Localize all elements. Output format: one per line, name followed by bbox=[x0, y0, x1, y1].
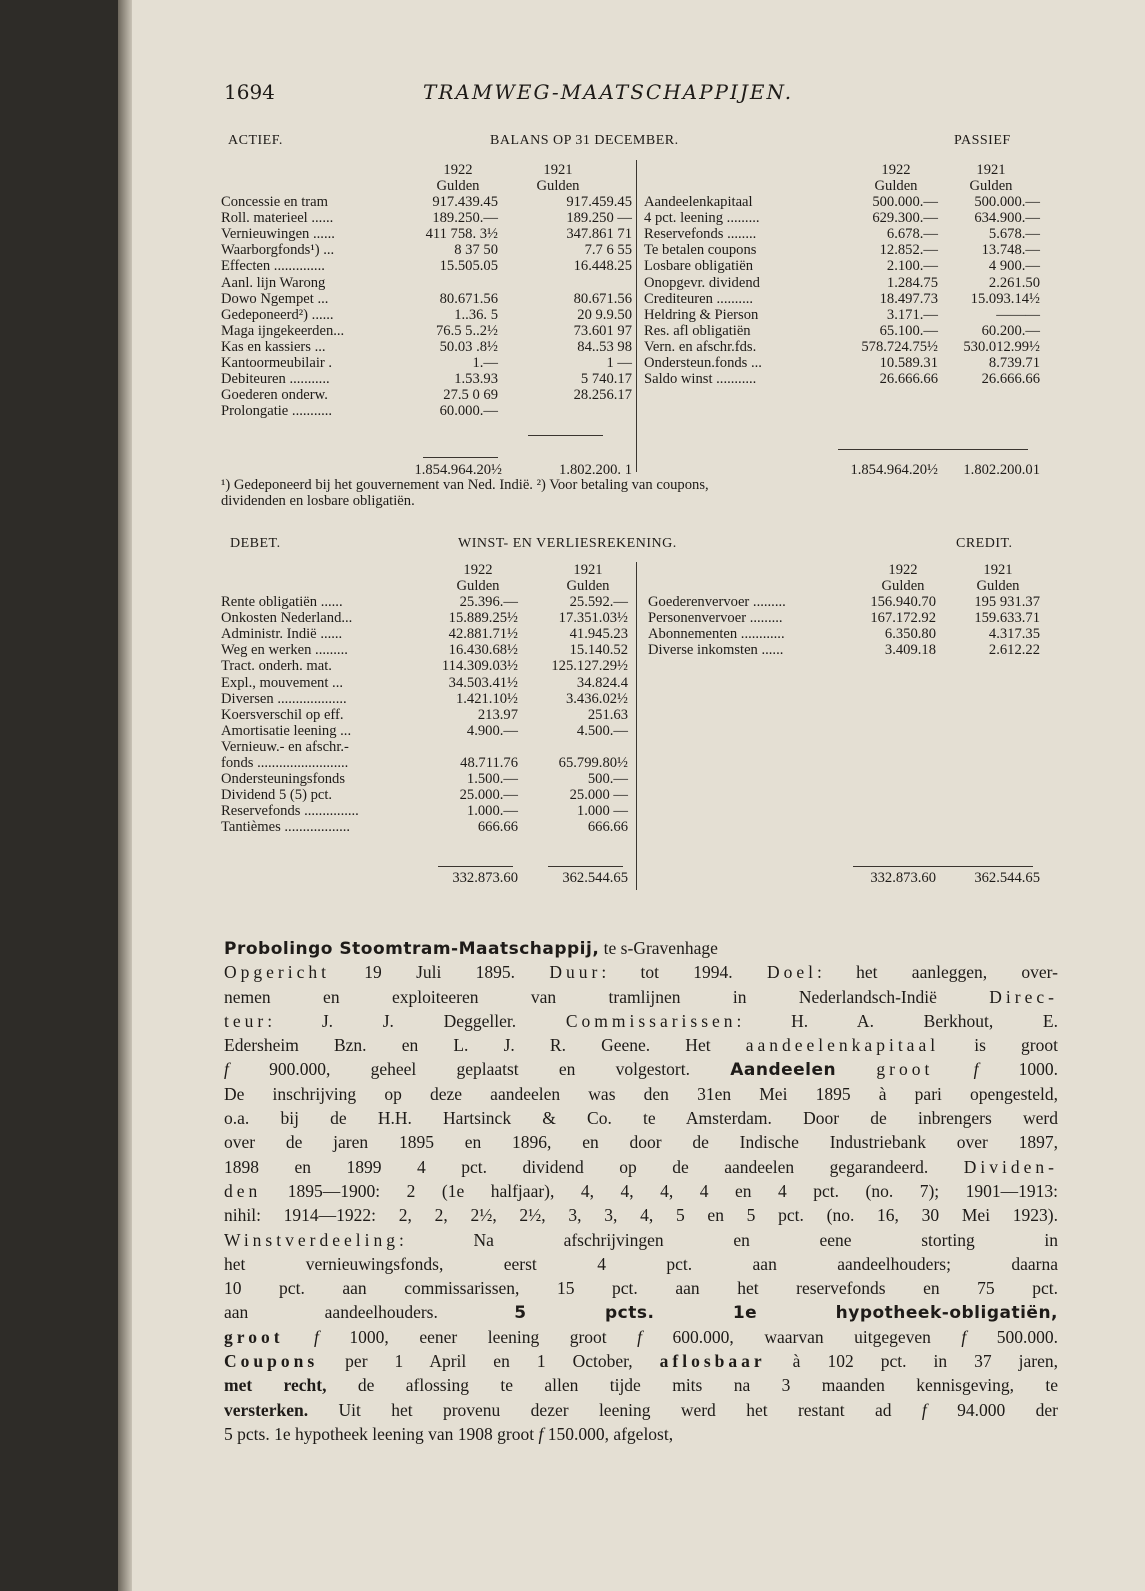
pl-debet-1922: 25.000.— bbox=[459, 787, 518, 804]
pl-debet-1921: 34.824.4 bbox=[576, 674, 628, 691]
pl-debet-label: Koersverschil op eff. bbox=[221, 706, 344, 723]
pl-credit-label: Personenvervoer ......... bbox=[648, 610, 783, 627]
page-gutter-shadow bbox=[118, 0, 132, 1591]
pl-debet-label: Amortisatie leening ... bbox=[221, 722, 352, 739]
balance-actief-1921: 917.459.45 bbox=[566, 194, 632, 210]
pl-left-year-1921: 1921 bbox=[573, 562, 603, 578]
pl-right-section-title: CREDIT. bbox=[956, 536, 1013, 551]
balance-actief-1922: 60.000.— bbox=[439, 403, 498, 420]
balance-left-rule-1922 bbox=[423, 457, 498, 458]
balance-actief-1921: 84..53 98 bbox=[577, 338, 632, 355]
balance-footnote: ¹) Gedeponeerd bij het gouvernement van Ned. Indië. ²) Voor betaling van coupons, bbox=[221, 477, 709, 493]
company-text-line: Winstverdeeling: Na afschrijvingen en eene storting in bbox=[224, 1229, 1058, 1250]
balance-actief-1921: 80.671.56 bbox=[573, 290, 632, 307]
balance-passief-label: Res. afl obligatiën bbox=[644, 322, 751, 339]
pl-credit-1922: 3.409.18 bbox=[884, 642, 936, 659]
pl-credit-1921: 159.633.71 bbox=[974, 610, 1040, 627]
pl-credit-1922: 156.940.70 bbox=[870, 594, 936, 610]
pl-debet-1922: 1.421.10½ bbox=[455, 690, 518, 707]
balance-passief-label: Reservefonds ........ bbox=[644, 226, 757, 243]
pl-debet-1921: 15.140.52 bbox=[569, 642, 628, 659]
pl-left-unit-1922: Gulden bbox=[456, 578, 500, 594]
pl-debet-label: Diversen ................... bbox=[221, 690, 347, 707]
balance-passief-1922: 3.171.— bbox=[886, 306, 938, 323]
balance-actief-1922: 411 758. 3½ bbox=[425, 226, 498, 243]
balance-actief-label: Goederen onderw. bbox=[221, 387, 328, 404]
balance-actief-1921: 20 9.9.50 bbox=[577, 306, 632, 323]
balance-actief-label: Kas en kassiers ... bbox=[221, 338, 326, 355]
balance-actief-1922: 27.5 0 69 bbox=[443, 387, 498, 404]
pl-left-year-1922: 1922 bbox=[463, 562, 493, 578]
balance-left-rule-1921 bbox=[528, 435, 603, 436]
balance-left-total-1922: 1.854.964.20½ bbox=[414, 462, 502, 478]
pl-debet-1921: 17.351.03½ bbox=[558, 610, 628, 627]
pl-debet-1921: 65.799.80½ bbox=[558, 755, 628, 771]
balance-passief-1922: 629.300.— bbox=[872, 210, 938, 227]
balance-passief-1921: 5.678.— bbox=[988, 226, 1040, 243]
pl-debet-1921: 41.945.23 bbox=[569, 626, 628, 643]
company-description bbox=[224, 936, 1058, 1446]
pl-debet-1922: 15.889.25½ bbox=[448, 610, 518, 627]
pl-debet-1922: 42.881.71½ bbox=[448, 626, 518, 643]
pl-credit-1922: 167.172.92 bbox=[870, 610, 936, 627]
balance-passief-1922: 2.100.— bbox=[886, 258, 938, 275]
balance-passief-1921: 15.093.14½ bbox=[970, 290, 1040, 307]
pl-debet-label: Administr. Indië ...... bbox=[221, 626, 343, 643]
balance-left-unit-1922: Gulden bbox=[436, 178, 480, 194]
pl-debet-label: Onkosten Nederland... bbox=[221, 610, 353, 627]
pl-debet-1921: 125.127.29½ bbox=[551, 658, 628, 675]
pl-credit-label: Abonnementen ............ bbox=[648, 626, 785, 643]
pl-right-unit-1922: Gulden bbox=[881, 578, 925, 594]
balance-actief-1922: 1.— bbox=[472, 355, 498, 371]
balance-passief-label: Vern. en afschr.fds. bbox=[644, 338, 757, 355]
pl-credit-1921: 2.612.22 bbox=[988, 642, 1040, 659]
pl-left-total-1922: 332.873.60 bbox=[452, 870, 518, 886]
balance-left-unit-1921: Gulden bbox=[536, 178, 580, 194]
company-text-line: den 1895—1900: 2 (1e halfjaar), 4, 4, 4, 4 en 4 pct. (no. 7); 1901—1913: bbox=[224, 1180, 1058, 1201]
pl-debet-1922: 25.396.— bbox=[459, 594, 518, 610]
balance-actief-1921: 28.256.17 bbox=[573, 387, 632, 404]
balance-passief-1922: 12.852.— bbox=[879, 242, 938, 259]
pl-debet-1922: 666.66 bbox=[477, 819, 518, 836]
balance-passief-1921: 634.900.— bbox=[974, 210, 1040, 227]
balance-passief-1922: 1.284.75 bbox=[886, 274, 938, 291]
pl-debet-1921: 1.000 — bbox=[576, 803, 628, 820]
balance-actief-1922: 8 37 50 bbox=[454, 242, 498, 259]
balance-actief-1921: 7.7 6 55 bbox=[584, 242, 632, 259]
pl-debet-1921: 251.63 bbox=[587, 706, 628, 723]
company-text-line: Probolingo Stoomtram-Maatschappij, te s-Gravenhage bbox=[224, 938, 718, 959]
balance-passief-1921: 2.261.50 bbox=[988, 274, 1040, 291]
page-number: 1694 bbox=[224, 80, 275, 104]
pl-debet-label: Ondersteuningsfonds bbox=[221, 771, 346, 788]
balance-actief-label: Kantoormeubilair . bbox=[221, 355, 333, 371]
balance-passief-1922: 10.589.31 bbox=[879, 355, 938, 371]
balance-actief-label: Debiteuren ........... bbox=[221, 371, 330, 388]
balance-actief-label: Aanl. lijn Warong bbox=[221, 274, 326, 291]
balance-actief-label: Effecten .............. bbox=[221, 258, 325, 275]
balance-passief-label: 4 pct. leening ......... bbox=[644, 210, 760, 227]
balance-actief-1922: 50.03 .8½ bbox=[439, 338, 498, 355]
company-text-line: 5 pcts. 1e hypotheek leening van 1908 groot f 150.000, afgelost, bbox=[224, 1423, 674, 1444]
pl-right-unit-1921: Gulden bbox=[976, 578, 1020, 594]
pl-debet-label: fonds ......................... bbox=[221, 755, 349, 771]
company-text-line: Edersheim Bzn. en L. J. R. Geene. Het aandeelenkapitaal is groot bbox=[224, 1035, 1058, 1056]
pl-debet-label: Expl., mouvement ... bbox=[221, 674, 344, 691]
balance-passief-1921: 8.739.71 bbox=[988, 355, 1040, 371]
balance-actief-1922: 189.250.— bbox=[432, 210, 498, 227]
balance-passief-1921: 13.748.— bbox=[981, 242, 1040, 259]
running-head: TRAMWEG-MAATSCHAPPIJEN. bbox=[423, 80, 794, 104]
pl-left-unit-1921: Gulden bbox=[566, 578, 610, 594]
balance-right-unit-1922: Gulden bbox=[874, 178, 918, 194]
balance-left-year-1922: 1922 bbox=[443, 162, 473, 178]
balance-passief-1922: 26.666.66 bbox=[879, 371, 938, 388]
balance-actief-1922: 1.53.93 bbox=[454, 371, 498, 388]
pl-left-section-title: DEBET. bbox=[230, 536, 281, 551]
balance-passief-1921: 60.200.— bbox=[981, 322, 1040, 339]
balance-actief-label: Maga ijngekeerden... bbox=[221, 322, 345, 339]
balance-actief-label: Prolongatie ........... bbox=[221, 403, 333, 420]
pl-credit-1922: 6.350.80 bbox=[884, 626, 936, 643]
pl-right-rule bbox=[853, 866, 1033, 867]
pl-debet-label: Reservefonds ............... bbox=[221, 803, 359, 820]
pl-debet-1922: 114.309.03½ bbox=[441, 658, 518, 675]
balance-actief-1922: 15.505.05 bbox=[439, 258, 498, 275]
company-text-line: 1898 en 1899 4 pct. dividend op de aandeelen gegarandeerd. Dividen- bbox=[224, 1156, 1058, 1177]
pl-debet-label: Dividend 5 (5) pct. bbox=[221, 787, 333, 804]
pl-left-rule-1921 bbox=[548, 866, 623, 867]
balance-passief-1921: 26.666.66 bbox=[981, 371, 1040, 388]
balance-passief-1922: 500.000.— bbox=[872, 194, 938, 210]
pl-left-total-1921: 362.544.65 bbox=[562, 870, 628, 886]
company-text-line: teur: J. J. Deggeller. Commissarissen: H. A. Berkhout, E. bbox=[224, 1010, 1058, 1031]
balance-actief-1922: 80.671.56 bbox=[439, 290, 498, 307]
balance-passief-1921: ——— bbox=[996, 306, 1040, 323]
balance-passief-label: Te betalen coupons bbox=[644, 242, 757, 259]
company-text-line: groot f 1000, eener leening groot f 600.000, waarvan uitgegeven f 500.000. bbox=[224, 1326, 1058, 1347]
balance-actief-label: Roll. materieel ...... bbox=[221, 210, 334, 227]
balance-actief-1921: 347.861 71 bbox=[566, 226, 632, 243]
balance-actief-label: Concessie en tram bbox=[221, 194, 328, 210]
balance-passief-1921: 500.000.— bbox=[974, 194, 1040, 210]
balance-actief-1921: 189.250 — bbox=[566, 210, 632, 227]
pl-credit-label: Diverse inkomsten ...... bbox=[648, 642, 784, 659]
pl-debet-1921: 666.66 bbox=[587, 819, 628, 836]
company-text-line: f 900.000, geheel geplaatst en volgestort. Aandeelen groot f 1000. bbox=[224, 1059, 1058, 1081]
balance-actief-1921: 1 — bbox=[606, 355, 632, 371]
company-text-line: Opgericht 19 Juli 1895. Duur: tot 1994. Doel: het aanleggen, over- bbox=[224, 962, 1058, 983]
pl-debet-1921: 25.000 — bbox=[569, 787, 628, 804]
balance-left-section-title: ACTIEF. bbox=[228, 133, 283, 148]
pl-debet-1922: 34.503.41½ bbox=[448, 674, 518, 691]
pl-credit-1921: 4.317.35 bbox=[988, 626, 1040, 643]
balance-right-section-title: PASSIEF bbox=[954, 133, 1011, 148]
balance-right-rule bbox=[838, 449, 1028, 450]
pl-debet-label: Rente obligatiën ...... bbox=[221, 594, 343, 610]
company-text-line: Coupons per 1 April en 1 October, aflosbaar à 102 pct. in 37 jaren, bbox=[224, 1351, 1058, 1372]
balance-left-total-1921: 1.802.200. 1 bbox=[559, 462, 632, 478]
pl-right-year-1922: 1922 bbox=[888, 562, 918, 578]
balance-passief-label: Heldring & Pierson bbox=[644, 306, 759, 323]
company-text-line: versterken. Uit het provenu dezer leening werd het restant ad f 94.000 der bbox=[224, 1399, 1058, 1420]
balance-passief-1922: 65.100.— bbox=[879, 322, 938, 339]
company-text-line: met recht, de aflossing te allen tijde mits na 3 maanden kennisgeving, te bbox=[224, 1375, 1058, 1396]
balance-passief-1921: 530.012.99½ bbox=[963, 338, 1040, 355]
balance-passief-label: Ondersteun.fonds ... bbox=[644, 355, 762, 371]
balance-passief-label: Saldo winst ........... bbox=[644, 371, 757, 388]
pl-debet-1921: 3.436.02½ bbox=[565, 690, 628, 707]
balance-passief-label: Losbare obligatiën bbox=[644, 258, 754, 275]
pl-debet-1921: 4.500.— bbox=[576, 722, 628, 739]
balance-column-divider bbox=[636, 160, 637, 472]
pl-credit-label: Goederenvervoer ......... bbox=[648, 594, 786, 610]
balance-actief-1922: 1..36. 5 bbox=[454, 306, 498, 323]
pl-debet-1922: 1.500.— bbox=[466, 771, 518, 788]
pl-right-total-1922: 332.873.60 bbox=[870, 870, 936, 886]
pl-right-total-1921: 362.544.65 bbox=[974, 870, 1040, 886]
pl-debet-label: Weg en werken ......... bbox=[221, 642, 348, 659]
company-text-line: 10 pct. aan commissarissen, 15 pct. aan het reservefonds en 75 pct. bbox=[224, 1278, 1058, 1299]
balance-passief-label: Aandeelenkapitaal bbox=[644, 194, 753, 210]
company-text-line: aan aandeelhouders. 5 pcts. 1e hypotheek-obligatiën, bbox=[224, 1302, 1058, 1324]
balance-actief-label: Gedeponeerd²) ...... bbox=[221, 306, 334, 323]
pl-debet-1922: 16.430.68½ bbox=[448, 642, 518, 659]
balance-actief-1921: 73.601 97 bbox=[573, 322, 632, 339]
pl-debet-label: Tract. onderh. mat. bbox=[221, 658, 332, 675]
pl-debet-1922: 1.000.— bbox=[466, 803, 518, 820]
balance-left-year-1921: 1921 bbox=[543, 162, 573, 178]
pl-column-divider bbox=[636, 562, 637, 890]
balance-actief-label: Waarborgfonds¹) ... bbox=[221, 242, 335, 259]
pl-right-year-1921: 1921 bbox=[983, 562, 1013, 578]
balance-right-year-1922: 1922 bbox=[881, 162, 911, 178]
pl-debet-label: Tantièmes .................. bbox=[221, 819, 351, 836]
pl-credit-1921: 195 931.37 bbox=[974, 594, 1040, 610]
company-text-line: het vernieuwingsfonds, eerst 4 pct. aan aandeelhouders; daarna bbox=[224, 1253, 1058, 1274]
pl-debet-label: Vernieuw.- en afschr.- bbox=[221, 738, 349, 755]
company-text-line: nemen en exploiteeren van tramlijnen in Nederlandsch-Indië Direc- bbox=[224, 986, 1058, 1007]
company-text-line: over de jaren 1895 en 1896, en door de Indische Industriebank over 1897, bbox=[224, 1132, 1058, 1153]
pl-debet-1921: 25.592.— bbox=[569, 594, 628, 610]
balance-actief-label: Dowo Ngempet ... bbox=[221, 290, 329, 307]
pl-left-rule-1922 bbox=[438, 866, 513, 867]
balance-right-unit-1921: Gulden bbox=[969, 178, 1013, 194]
balance-actief-1922: 917.439.45 bbox=[432, 194, 498, 210]
balance-passief-1922: 6.678.— bbox=[886, 226, 938, 243]
balance-passief-1921: 4 900.— bbox=[988, 258, 1040, 275]
balance-passief-1922: 18.497.73 bbox=[879, 290, 938, 307]
pl-debet-1921: 500.— bbox=[587, 771, 628, 788]
balance-actief-1921: 16.448.25 bbox=[573, 258, 632, 275]
balance-right-total-1921: 1.802.200.01 bbox=[963, 462, 1040, 478]
balance-footnote-continued: dividenden en losbare obligatiën. bbox=[221, 493, 415, 509]
balance-actief-1922: 76.5 5..2½ bbox=[435, 322, 498, 339]
balance-passief-label: Crediteuren .......... bbox=[644, 290, 754, 307]
balance-title: BALANS OP 31 DECEMBER. bbox=[490, 133, 679, 148]
pl-debet-1922: 4.900.— bbox=[466, 722, 518, 739]
balance-actief-label: Vernieuwingen ...... bbox=[221, 226, 335, 243]
company-text-line: nihil: 1914—1922: 2, 2, 2½, 2½, 3, 3, 4, 5 en 5 pct. (no. 16, 30 Mei 1923). bbox=[224, 1205, 1058, 1226]
company-text-line: o.a. bij de H.H. Hartsinck & Co. te Amsterdam. Door de inbrengers werd bbox=[224, 1108, 1058, 1129]
company-text-line: De inschrijving op deze aandeelen was den 31en Mei 1895 à pari opengesteld, bbox=[224, 1083, 1058, 1104]
balance-right-total-1922: 1.854.964.20½ bbox=[850, 462, 938, 478]
balance-passief-label: Onopgevr. dividend bbox=[644, 274, 760, 291]
balance-actief-1921: 5 740.17 bbox=[580, 371, 632, 388]
book-page bbox=[118, 0, 1145, 1591]
pl-debet-1922: 213.97 bbox=[477, 706, 518, 723]
balance-passief-1922: 578.724.75½ bbox=[861, 338, 938, 355]
pl-debet-1922: 48.711.76 bbox=[460, 755, 518, 771]
balance-right-year-1921: 1921 bbox=[976, 162, 1006, 178]
pl-title: WINST- EN VERLIESREKENING. bbox=[458, 536, 677, 551]
